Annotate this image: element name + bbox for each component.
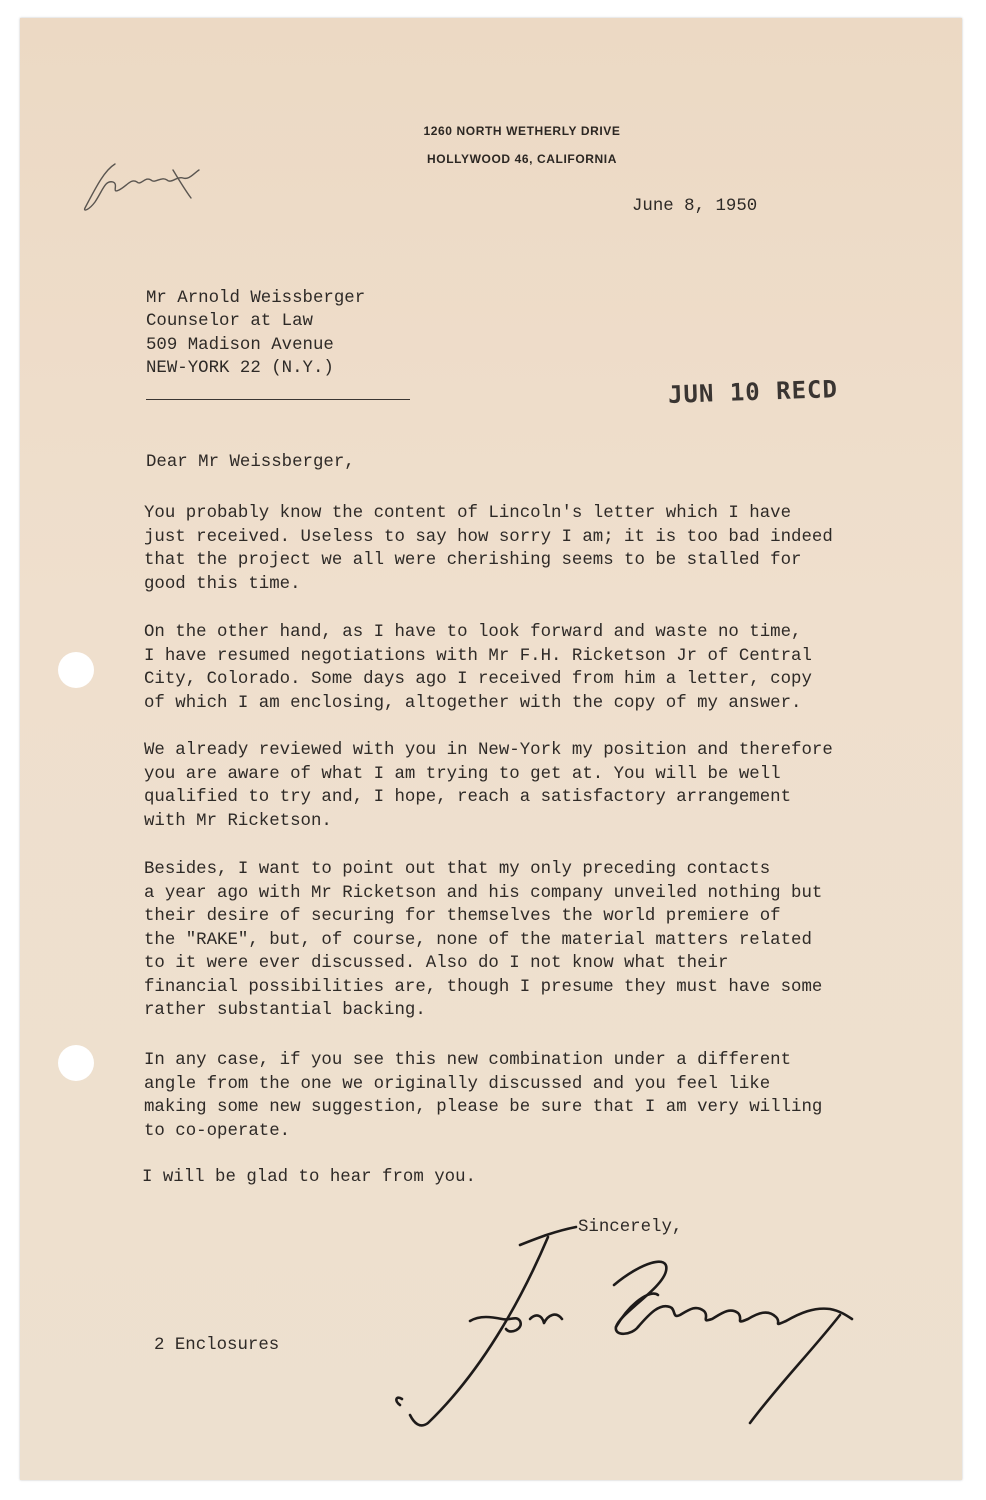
paragraph-line: just received. Useless to say how sorry I am; it is too bad indeed: [144, 527, 833, 547]
paragraph-line: qualified to try and, I hope, reach a satisfactory arrangement: [144, 788, 792, 807]
pencil-signature-note: [75, 150, 215, 230]
address-underline: [146, 399, 410, 400]
paragraph-line: City, Colorado. Some days ago I received from him a letter, copy: [144, 670, 812, 689]
paragraph-line: that the project we all were cherishing seems to be stalled for: [144, 551, 802, 570]
ink-signature: [370, 1223, 860, 1438]
paragraph-line: rather substantial backing.: [144, 1001, 426, 1020]
paragraph-line: a year ago with Mr Ricketson and his company unveiled nothing but: [144, 883, 823, 903]
recipient-city: NEW-YORK 22 (N.Y.): [146, 359, 334, 378]
recipient-street: 509 Madison Avenue: [146, 336, 334, 355]
paragraph-line: angle from the one we originally discussed and you feel like: [144, 1074, 771, 1094]
punch-hole-top: [58, 652, 94, 688]
paragraph-line: You probably know the content of Lincoln's letter which I have: [144, 504, 792, 523]
paragraph-line: of which I am enclosing, altogether with the copy of my answer.: [144, 693, 802, 713]
paragraph-line: On the other hand, as I have to look forward and waste no time,: [144, 623, 802, 642]
paragraph-2: [144, 621, 944, 715]
received-date-stamp: JUN 10 RECD: [667, 375, 839, 409]
salutation: Dear Mr Weissberger,: [146, 453, 355, 472]
recipient-name: Mr Arnold Weissberger: [146, 289, 366, 308]
letter-page: [20, 18, 962, 1480]
paragraph-line: the "RAKE", but, of course, none of the material matters related: [144, 930, 812, 950]
punch-hole-bottom: [58, 1045, 94, 1081]
paragraph-line: to co-operate.: [144, 1121, 291, 1141]
closing-line: I will be glad to hear from you.: [142, 1168, 476, 1187]
paragraph-line: Besides, I want to point out that my only preceding contacts: [144, 860, 771, 879]
paragraph-1: [144, 502, 944, 596]
paragraph-3: [144, 739, 944, 833]
paragraph-line: In any case, if you see this new combination under a different: [144, 1051, 792, 1070]
paragraph-line: to it were ever discussed. Also do I not know what their: [144, 954, 729, 973]
letterhead-street: 1260 NORTH WETHERLY DRIVE: [423, 124, 621, 138]
letterhead-city: HOLLYWOOD 46, CALIFORNIA: [427, 152, 617, 166]
paragraph-line: you are aware of what I am trying to get at. You will be well: [144, 764, 781, 784]
paragraph-line: making some new suggestion, please be sure that I am very willing: [144, 1098, 823, 1117]
paragraph-line: financial possibilities are, though I presume they must have some: [144, 977, 823, 997]
paragraph-line: with Mr Ricketson.: [144, 811, 332, 831]
paragraph-line: We already reviewed with you in New-York my position and therefore: [144, 741, 833, 760]
paragraph-4: [144, 858, 944, 1023]
letter-date: June 8, 1950: [632, 197, 758, 216]
valediction: Sincerely,: [578, 1218, 683, 1237]
paragraph-5: [144, 1049, 944, 1143]
recipient-title: Counselor at Law: [146, 312, 313, 331]
paragraph-line: I have resumed negotiations with Mr F.H. Ricketson Jr of Central: [144, 646, 812, 666]
paragraph-line: good this time.: [144, 574, 301, 594]
enclosures-note: 2 Enclosures: [154, 1336, 280, 1355]
paragraph-line: their desire of securing for themselves the world premiere of: [144, 907, 781, 926]
